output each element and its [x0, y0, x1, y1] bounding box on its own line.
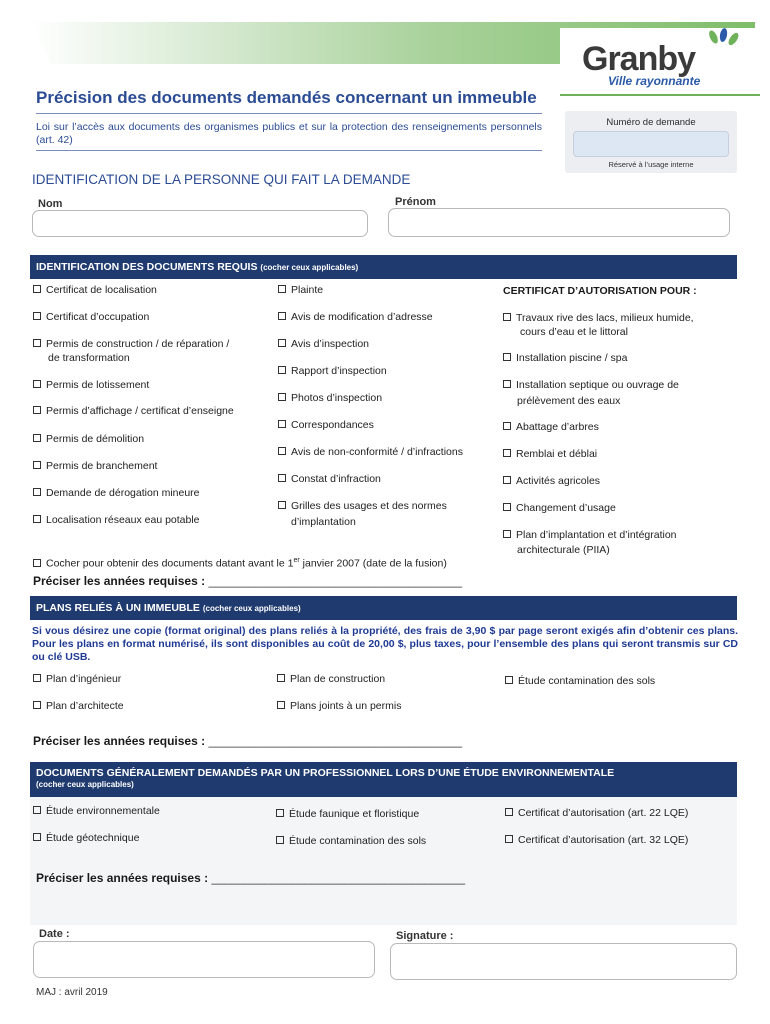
checkbox-label: Plainte	[291, 284, 324, 296]
checkbox-item[interactable]	[33, 432, 144, 447]
checkbox-item[interactable]	[503, 447, 597, 462]
checkbox-label: Étude environnementale	[46, 805, 160, 817]
prenom-field[interactable]	[388, 208, 730, 237]
checkbox-label: Permis de branchement	[46, 460, 158, 472]
leaf-icon	[719, 27, 728, 42]
checkbox-label: Étude faunique et floristique	[289, 808, 420, 820]
nom-label: Nom	[38, 198, 63, 210]
years-required-1	[33, 574, 462, 588]
checkbox-label: Étude géotechnique	[46, 832, 140, 844]
ordinal-suffix: er	[293, 557, 300, 564]
checkbox-item[interactable]	[505, 674, 655, 689]
years-label: Préciser les années requises :	[33, 734, 209, 748]
checkbox-label: Rapport d’inspection	[291, 365, 387, 377]
checkbox-label: Permis de lotissement	[46, 379, 150, 391]
checkbox-label: Cocher pour obtenir des documents datant avant le 1	[46, 557, 294, 570]
checkbox-label: Plan d’architecte	[46, 700, 124, 712]
checkbox-item[interactable]	[33, 337, 229, 352]
checkbox[interactable]	[503, 313, 511, 321]
checkbox-label: Permis de démolition	[46, 433, 145, 445]
checkbox-item[interactable]	[277, 699, 401, 714]
section-note: (cocher ceux applicables)	[260, 263, 359, 272]
years-input[interactable]: ______________________________________	[208, 734, 463, 748]
checkbox[interactable]	[278, 393, 286, 401]
prenom-label: Prénom	[395, 196, 436, 208]
internal-use-note: Réservé à l’usage interne	[608, 160, 694, 169]
checkbox[interactable]	[276, 836, 284, 844]
years-input[interactable]: ______________________________________	[208, 574, 463, 588]
checkbox-item[interactable]	[278, 418, 374, 433]
checkbox-item[interactable]	[33, 486, 200, 501]
checkbox-label: Constat d’infraction	[291, 473, 381, 485]
section-title: DOCUMENTS GÉNÉRALEMENT DEMANDÉS PAR UN PROFESSIONNEL LORS D’UNE ÉTUDE ENVIRONNEMENTALE	[36, 767, 615, 779]
granby-logo	[560, 28, 760, 98]
checkbox[interactable]	[503, 449, 511, 457]
checkbox-item[interactable]	[277, 672, 385, 687]
checkbox[interactable]	[278, 420, 286, 428]
checkbox[interactable]	[277, 701, 285, 709]
checkbox-label: Étude contamination des sols	[289, 835, 427, 847]
update-date: MAJ : avril 2019	[36, 987, 108, 998]
checkbox-item[interactable]	[33, 513, 200, 528]
checkbox-item[interactable]	[278, 364, 387, 379]
checkbox-item[interactable]	[278, 499, 447, 514]
years-label: Préciser les années requises :	[36, 871, 212, 885]
years-required-2	[33, 734, 462, 748]
checkbox-label: Correspondances	[291, 419, 374, 431]
checkbox-item[interactable]	[503, 420, 599, 435]
checkbox-label: Certificat de localisation	[46, 284, 157, 296]
checkbox-item[interactable]	[278, 310, 433, 325]
section-note: (cocher ceux applicables)	[36, 780, 134, 789]
section-plans	[30, 596, 737, 620]
request-number-box	[565, 111, 737, 173]
checkbox-label: Installation piscine / spa	[516, 352, 628, 364]
checkbox[interactable]	[278, 447, 286, 455]
checkbox-item[interactable]	[503, 474, 600, 489]
section-environmental	[30, 762, 737, 798]
checkbox[interactable]	[503, 353, 511, 361]
checkbox-label: Activités agricoles	[516, 475, 601, 487]
checkbox-label: Plans joints à un permis	[290, 700, 402, 712]
checkbox[interactable]	[33, 515, 41, 523]
checkbox-item[interactable]	[276, 834, 426, 849]
checkbox[interactable]	[278, 474, 286, 482]
request-number-field[interactable]	[573, 131, 729, 157]
checkbox[interactable]	[503, 422, 511, 430]
checkbox[interactable]	[505, 676, 513, 684]
checkbox[interactable]	[33, 833, 41, 841]
checkbox[interactable]	[33, 806, 41, 814]
leaf-icon	[727, 31, 741, 46]
section-note: (cocher ceux applicables)	[202, 604, 301, 613]
checkbox[interactable]	[278, 501, 286, 509]
logo-word: Granby	[582, 40, 696, 78]
checkbox-label: Certificat d’autorisation (art. 32 LQE)	[518, 834, 689, 846]
checkbox-item[interactable]	[278, 445, 463, 460]
checkbox-label: Permis de construction / de réparation /	[46, 338, 230, 350]
checkbox[interactable]	[33, 339, 41, 347]
checkbox-item[interactable]	[33, 804, 160, 819]
checkbox-item[interactable]	[276, 807, 419, 822]
law-rule	[36, 150, 542, 151]
checkbox[interactable]	[277, 674, 285, 682]
signature-label: Signature :	[396, 930, 454, 942]
checkbox-item[interactable]	[278, 283, 323, 298]
checkbox-item[interactable]	[503, 378, 679, 393]
request-number-label: Numéro de demande	[606, 117, 696, 128]
checkbox-item[interactable]	[33, 378, 149, 393]
years-required-3	[36, 871, 465, 885]
checkbox-label-cont: de transformation	[48, 352, 130, 364]
date-label: Date :	[39, 928, 70, 940]
checkbox[interactable]	[33, 559, 41, 567]
checkbox-item[interactable]	[33, 672, 121, 687]
section-documents-requis	[30, 255, 737, 279]
plans-fees-note: Si vous désirez une copie (format original) des plans reliés à la propriété, des frais de 3,90 $ par page seront exigés afin d’obtenir ces plans. Pour les plans en format numérisé, ils sont disponibles au coût de 20,00 $, plus taxes, pour l’ensemble des plans qui seront transmis sur CD ou clé USB.	[32, 625, 738, 663]
checkbox-item[interactable]	[33, 310, 149, 325]
checkbox-label: Certificat d’autorisation (art. 22 LQE)	[518, 807, 689, 819]
checkbox[interactable]	[278, 285, 286, 293]
checkbox-label: Localisation réseaux eau potable	[46, 514, 200, 526]
checkbox-label: Avis de non-conformité / d’infractions	[291, 446, 463, 458]
checkbox-item[interactable]	[505, 806, 688, 821]
checkbox-item[interactable]	[33, 699, 124, 714]
checkbox[interactable]	[33, 380, 41, 388]
checkbox[interactable]	[276, 809, 284, 817]
checkbox[interactable]	[33, 434, 41, 442]
checkbox[interactable]	[505, 808, 513, 816]
checkbox-label: Abattage d’arbres	[516, 421, 599, 433]
checkbox-label-cont: architecturale (PIIA)	[517, 544, 610, 556]
checkbox-label: Étude contamination des sols	[518, 675, 656, 687]
checkbox[interactable]	[33, 312, 41, 320]
title-rule	[36, 113, 542, 114]
years-input[interactable]: ______________________________________	[211, 871, 466, 885]
certificat-heading: CERTIFICAT D’AUTORISATION POUR :	[503, 285, 697, 297]
checkbox-item[interactable]	[33, 459, 157, 474]
checkbox-item[interactable]	[503, 528, 677, 543]
leaf-icon	[707, 29, 719, 45]
signature-field[interactable]	[390, 943, 737, 980]
checkbox[interactable]	[33, 406, 41, 414]
section-title: IDENTIFICATION DES DOCUMENTS REQUIS	[36, 261, 258, 273]
checkbox[interactable]	[278, 339, 286, 347]
checkbox-label-cont: prélèvement des eaux	[517, 395, 621, 407]
checkbox[interactable]	[33, 488, 41, 496]
before-fusion-checkbox[interactable]	[33, 553, 447, 572]
identification-heading: IDENTIFICATION DE LA PERSONNE QUI FAIT LA DEMANDE	[32, 172, 411, 187]
checkbox-item[interactable]	[503, 311, 694, 326]
checkbox-item[interactable]	[278, 472, 381, 487]
checkbox[interactable]	[278, 312, 286, 320]
checkbox-label-cont: d’implantation	[291, 516, 356, 528]
checkbox-label: Plan d’implantation et d’intégration	[516, 529, 677, 541]
checkbox[interactable]	[33, 461, 41, 469]
checkbox-label: Avis d’inspection	[291, 338, 370, 350]
checkbox-item[interactable]	[278, 337, 369, 352]
checkbox-label: Avis de modification d’adresse	[291, 311, 433, 323]
checkbox-item[interactable]	[505, 833, 688, 848]
years-label: Préciser les années requises :	[33, 574, 209, 588]
checkbox[interactable]	[503, 503, 511, 511]
checkbox-item[interactable]	[503, 501, 616, 516]
checkbox-label: Installation septique ou ouvrage de	[516, 379, 679, 391]
checkbox-item[interactable]	[33, 283, 157, 298]
checkbox-label-end: janvier 2007 (date de la fusion)	[299, 557, 447, 570]
date-field[interactable]	[33, 941, 375, 978]
checkbox[interactable]	[503, 476, 511, 484]
checkbox-item[interactable]	[503, 351, 627, 366]
section-title: PLANS RELIÉS À UN IMMEUBLE	[36, 602, 200, 614]
checkbox[interactable]	[503, 380, 511, 388]
nom-field[interactable]	[32, 210, 368, 237]
checkbox[interactable]	[33, 701, 41, 709]
checkbox[interactable]	[33, 674, 41, 682]
checkbox[interactable]	[505, 835, 513, 843]
checkbox-item[interactable]	[33, 404, 234, 419]
logo-underline	[560, 94, 760, 96]
checkbox-label-cont: cours d’eau et le littoral	[520, 326, 628, 338]
checkbox-item[interactable]	[33, 831, 139, 846]
checkbox[interactable]	[278, 366, 286, 374]
checkbox-label: Travaux rive des lacs, milieux humide,	[516, 312, 694, 324]
checkbox-item[interactable]	[278, 391, 382, 406]
checkbox-label: Permis d’affichage / certificat d’enseigne	[46, 405, 234, 417]
checkbox[interactable]	[503, 530, 511, 538]
checkbox-label: Grilles des usages et des normes	[291, 500, 447, 512]
logo-tagline: Ville rayonnante	[608, 74, 701, 88]
page-title: Précision des documents demandés concernant un immeuble	[36, 88, 537, 107]
checkbox-label: Demande de dérogation mineure	[46, 487, 200, 499]
checkbox-label: Changement d’usage	[516, 502, 616, 514]
checkbox-label: Remblai et déblai	[516, 448, 598, 460]
checkbox-label: Certificat d’occupation	[46, 311, 150, 323]
checkbox-label: Plan de construction	[290, 673, 386, 685]
checkbox[interactable]	[33, 285, 41, 293]
checkbox-label: Plan d’ingénieur	[46, 673, 122, 685]
checkbox-label: Photos d’inspection	[291, 392, 383, 404]
law-reference: Loi sur l’accès aux documents des organismes publics et sur la protection des renseignements personnels (art. 42)	[36, 121, 542, 146]
